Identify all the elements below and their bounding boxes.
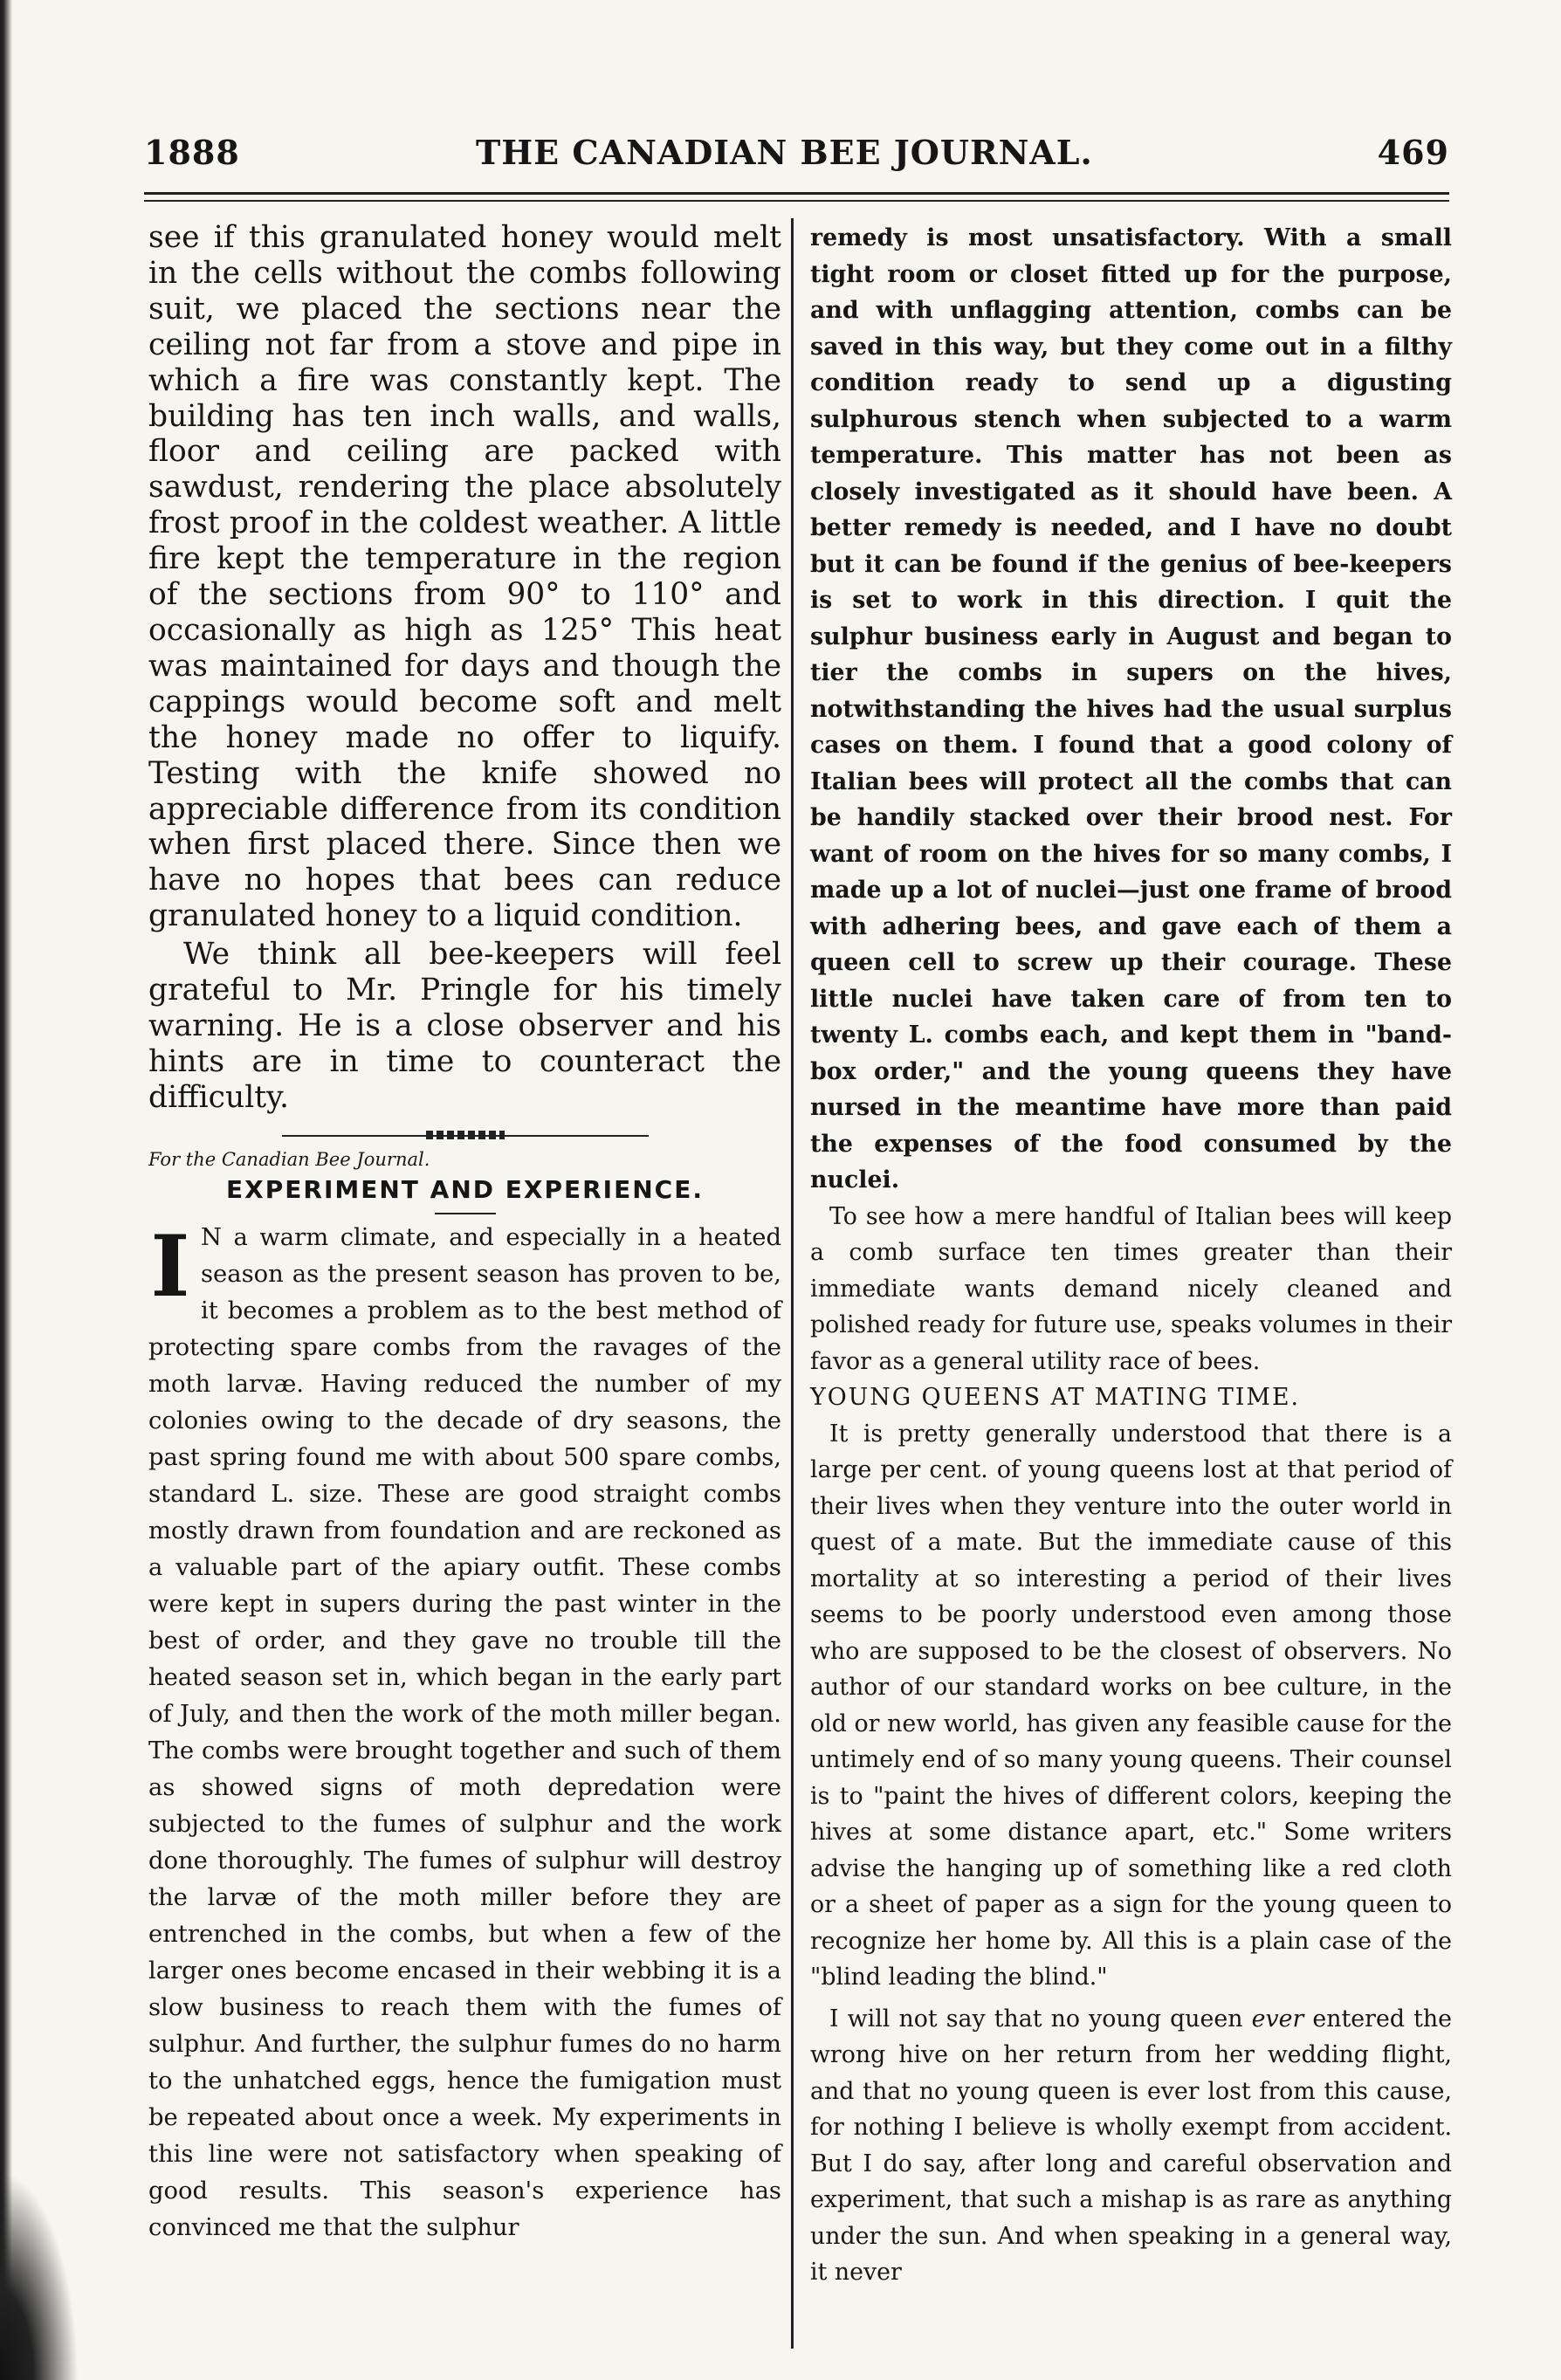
right-column [810, 220, 1452, 2291]
article-continuation [810, 220, 1452, 1199]
article-paragraph-3: To see how a mere handful of Italian bees will keep a comb surface ten times greater than their immediate wants demand nicely cleaned and polished ready for future use, speaks volumes in their favor as a general utility race of bees. [810, 1202, 1452, 1375]
article-paragraph-2: remedy is most unsatisfactory. With a small tight room or closet fitted up for the purpose, and with unflagging attention, combs can be saved in this way, but they come out in a filthy condition ready to send up a digusting sulphurous stench when subjected to a warm temperature. This matter has not been as closely investigated as it should have been. A better remedy is needed, and I have no doubt but it can be found if the genius of bee-keepers is set to work in this direction. I quit the sulphur business early in August and began to tier the combs in supers on the hives, notwithstanding the hives had the usual surplus cases on them. I found that a good colony of Italian bees will protect all the combs that can be handily stacked over their brood nest. For want of room on the hives for so many combs, I made up a lot of nuclei—just one frame of brood with adhering bees, and gave each of them a queen cell to screw up their courage. These little nuclei have taken care of from ten to twenty L. combs each, and kept them in "band-box order," and the young queens they have nursed in the meantime have more than paid the expenses of the food consumed by the nuclei. [810, 224, 1452, 1193]
article-body-start [148, 1216, 781, 2246]
section-divider [282, 1135, 649, 1137]
editorial-paragraph-1: see if this granulated honey would melt in the cells without the combs following suit, we placed the sections near the ceiling not far from a stove and pipe in which a fire was constantly kept. The building has ten inch walls, and walls, floor and ceiling are packed with sawdust, rendering the place absolutely frost proof in the coldest weather. A little fire kept the temperature in the region of the sections from 90° to 110° and occasionally as high as 125° This heat was maintained for days and though the cappings would become soft and melt the honey made no offer to liquify. Testing with the knife showed no appreciable difference from its condition when first placed there. Since then we have no hopes that bees can reduce granulated honey to a liquid condition. [148, 220, 781, 934]
header-year: 1888 [144, 133, 240, 172]
heading-rule [435, 1213, 496, 1214]
article-heading: EXPERIMENT AND EXPERIENCE. [226, 1174, 704, 1204]
page-number: 469 [1377, 133, 1449, 172]
article-paragraph-5 [810, 2001, 1452, 2291]
page-binding-edge [0, 0, 12, 2380]
editorial-note [148, 220, 781, 1116]
page-corner-shadow [0, 2170, 79, 2380]
article-paragraph-4: It is pretty generally understood that there is a large per cent. of young queens lost at that period of their lives when they venture into the outer world in quest of a mate. But the immediate cause of this mortality at so interesting a period of their lives seems to be poorly understood even among those who are supposed to be the closest of observers. No author of our standard works on bee culture, in the old or new world, has given any feasible cause for the untimely end of so many young queens. Their counsel is to "paint the hives of different colors, keeping the hives at some distance apart, etc." Some writers advise the hanging up of something like a red cloth or a sheet of paper as a sign for the young queen to recognize her home by. All this is a plain case of the "blind leading the blind." [810, 1420, 1452, 1991]
left-column [148, 220, 781, 2246]
running-header [144, 133, 1449, 185]
article-source: For the Canadian Bee Journal. [148, 1148, 430, 1170]
subheading-young-queens: YOUNG QUEENS AT MATING TIME. [810, 1384, 1301, 1411]
emphasis-ever: ever [1251, 2005, 1304, 2033]
drop-cap-letter: I [150, 1216, 190, 1316]
header-rule-top [144, 192, 1449, 195]
journal-title: THE CANADIAN BEE JOURNAL. [476, 133, 1093, 172]
article-continuation-2 [810, 1199, 1452, 2291]
header-rule-bottom [144, 200, 1449, 202]
paragraph-5-start: I will not say that no young queen [829, 2005, 1252, 2033]
paragraph-5-end: entered the wrong hive on her return from her wedding flight, and that no young queen is ever lost from this cause, for nothing I believe is wholly exempt from accident. But I do say, after long and careful observation and experiment, that such a mishap is as rare as anything under the sun. And when speaking in a general way, it never [810, 2005, 1452, 2286]
editorial-paragraph-2: We think all bee-keepers will feel grateful to Mr. Pringle for his timely warning. He is a close observer and his hints are in time to counteract the difficulty. [148, 937, 781, 1115]
column-divider [791, 218, 794, 2349]
article-paragraph-1: N a warm climate, and especially in a heated season as the present season has proven to be, it becomes a problem as to the best method of protecting spare combs from the ravages of the moth larvæ. Having reduced the number of my colonies owing to the decade of dry seasons, the past spring found me with about 500 spare combs, standard L. size. These are good straight combs mostly drawn from foundation and are reckoned as a valuable part of the apiary outfit. These combs were kept in supers during the past winter in the best of order, and they gave no trouble till the heated season set in, which began in the early part of July, and then the work of the moth miller began. The combs were brought together and such of them as showed signs of moth depredation were subjected to the fumes of sulphur and the work done thoroughly. The fumes of sulphur will destroy the larvæ of the moth miller before they are entrenched in the combs, but when a few of the larger ones become encased in their webbing it is a slow business to reach them with the fumes of sulphur. And further, the sulphur fumes do no harm to the unhatched eggs, hence the fumigation must be repeated about once a week. My experiments in this line were not satisfactory when speaking of good results. This season's experience has convinced me that the sulphur [148, 1223, 781, 2241]
